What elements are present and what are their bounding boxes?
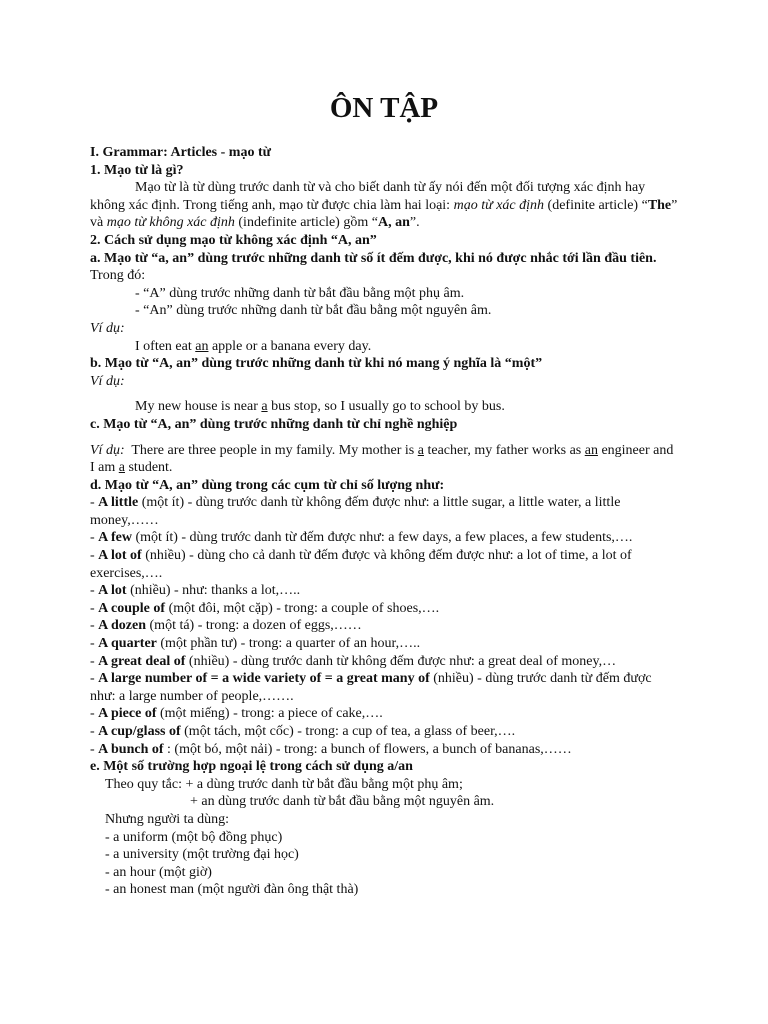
quantifier-item	[90, 705, 680, 723]
quantifier-term: A lot	[98, 583, 127, 599]
dash: -	[90, 618, 99, 634]
dash: -	[90, 548, 99, 564]
quantifier-term: A couple of	[98, 600, 166, 616]
quantifier-term: A quarter	[98, 636, 157, 652]
example-3-text-a: There are three people in my family. My mother is	[124, 442, 418, 458]
example-3-text-c: engineer and I am	[90, 442, 674, 476]
dash: -	[90, 600, 99, 616]
quantifier-term: A little	[98, 495, 139, 511]
example-label: Ví dụ:	[90, 320, 125, 336]
quantifier-term: A bunch of	[98, 741, 164, 757]
dash: -	[90, 724, 99, 739]
dash: -	[90, 636, 99, 652]
subsection-a-heading: a. Mạo từ “a, an” dùng trước những danh từ số ít đếm được, khi nó được nhắc tới lần đầu tiên.	[90, 250, 657, 266]
definition-paragraph	[90, 179, 680, 232]
exception-item: - an hour (một giờ)	[105, 864, 212, 880]
subsection-b-heading: b. Mạo từ “A, an” dùng trước những danh từ khi nó mang ý nghĩa là “một”	[90, 356, 543, 372]
definition-text-3: ” và	[90, 197, 678, 231]
example-3-underline-3: a	[118, 460, 125, 476]
page-title: ÔN TẬP	[329, 92, 439, 124]
dash: -	[90, 671, 99, 687]
definition-text-2: (definite article) “	[544, 197, 648, 213]
quantifier-description: : (một bó, một nải) - trong: a bunch of flowers, a bunch of bananas,……	[163, 741, 572, 757]
quantifier-item	[90, 547, 680, 582]
dash: -	[90, 706, 99, 722]
example-1-text-b: apple or a banana every day.	[208, 338, 372, 354]
quantifier-item	[90, 653, 680, 671]
a-an-term: A, an	[377, 215, 410, 231]
quantifier-description: (một đôi, một cặp) - trong: a couple of shoes,….	[165, 600, 440, 616]
quantifier-item	[90, 582, 680, 600]
quantifier-item	[90, 670, 680, 705]
exception-item: - a university (một trường đại học)	[105, 847, 299, 863]
definite-article-term: mạo từ xác định	[453, 197, 545, 213]
quantifier-term: A large number of = a wide variety of = a great many of	[98, 671, 430, 687]
example-3-underline-1: a	[417, 442, 424, 458]
quantifier-item	[90, 741, 680, 759]
subsection-d-heading: d. Mạo từ “A, an” dùng trong các cụm từ chỉ số lượng như:	[90, 477, 445, 493]
quantifier-term: A great deal of	[98, 653, 186, 669]
quantifier-list	[90, 494, 680, 758]
rule-an-bullet: - “An” dùng trước những danh từ bắt đầu bằng một nguyên âm.	[135, 303, 492, 319]
section-heading: I. Grammar: Articles - mạo từ	[90, 145, 272, 160]
document-body	[90, 144, 680, 899]
trong-do-label: Trong đó:	[90, 268, 146, 284]
quantifier-item	[90, 635, 680, 653]
quantifier-item	[90, 529, 680, 547]
the-term: The	[647, 197, 672, 213]
exception-item: - an honest man (một người đàn ông thật thà)	[105, 882, 359, 898]
quantifier-description: (một tá) - trong: a dozen of eggs,……	[146, 618, 362, 634]
question-2: 2. Cách sử dụng mạo từ không xác định “A, an”	[90, 232, 377, 248]
quantifier-item	[90, 494, 680, 529]
quantifier-description: (một ít) - dùng trước danh từ không đếm được như: a little sugar, a little water, a little money,……	[90, 495, 621, 528]
example-2-text-a: My new house is near	[135, 399, 262, 415]
quantifier-item	[90, 600, 680, 618]
definition-text-1: Mạo từ là từ dùng trước danh từ và cho biết danh từ ấy nói đến một đối tượng xác định hay không xác định. Trong tiếng anh, mạo từ được chia làm hai loại:	[90, 180, 646, 213]
example-3	[90, 442, 680, 477]
subsection-c-heading: c. Mạo từ “A, an” dùng trước những danh từ chỉ nghề nghiệp	[90, 416, 458, 432]
quantifier-term: A piece of	[98, 706, 157, 722]
quantifier-item	[90, 617, 680, 635]
rule-a-bullet: - “A” dùng trước những danh từ bắt đầu bằng một phụ âm.	[135, 285, 465, 301]
exception-item: - a uniform (một bộ đồng phục)	[105, 829, 283, 845]
quantifier-description: (một tách, một cốc) - trong: a cup of tea, a glass of beer,….	[180, 724, 516, 739]
indefinite-article-term: mạo từ không xác định	[106, 215, 235, 231]
dash: -	[90, 741, 99, 757]
example-2	[90, 398, 680, 416]
example-2-text-b: bus stop, so I usually go to school by bus.	[267, 399, 505, 415]
quantifier-term: A dozen	[98, 618, 147, 634]
example-1-text-a: I often eat	[135, 338, 196, 354]
dash: -	[90, 583, 99, 599]
rule-line-1: Theo quy tắc: + a dùng trước danh từ bắt đầu bằng một phụ âm;	[105, 776, 463, 792]
dash: -	[90, 653, 99, 669]
definition-text-4: (indefinite article) gồm “	[234, 215, 378, 231]
example-3-underline-2: an	[584, 442, 598, 458]
question-1: 1. Mạo từ là gì?	[90, 162, 184, 178]
example-1	[90, 338, 680, 356]
example-1-underline: an	[195, 338, 209, 354]
dash: -	[90, 530, 99, 546]
subsection-e-heading: e. Một số trường hợp ngoại lệ trong cách sử dụng a/an	[90, 759, 413, 775]
quantifier-description: (một ít) - dùng trước danh từ đếm được như: a few days, a few places, a few students,….	[132, 530, 633, 546]
example-label: Ví dụ:	[90, 373, 125, 389]
quantifier-description: (một phần tư) - trong: a quarter of an hour,…..	[156, 636, 421, 652]
quantifier-description: (một miếng) - trong: a piece of cake,….	[156, 706, 383, 722]
quantifier-description: (nhiều) - như: thanks a lot,…..	[126, 583, 301, 599]
example-label: Ví dụ:	[90, 442, 125, 458]
quantifier-term: A lot of	[98, 548, 142, 564]
rule-line-2: + an dùng trước danh từ bắt đầu bằng một nguyên âm.	[190, 794, 495, 810]
quantifier-description: (nhiều) - dùng cho cả danh từ đếm được và không đếm được như: a lot of time, a lot of exercises,….	[90, 548, 632, 581]
quantifier-term: A cup/glass of	[98, 724, 181, 739]
example-2-underline: a	[261, 399, 268, 415]
quantifier-description: (nhiều) - dùng trước danh từ đếm được như: a large number of people,…….	[90, 671, 652, 704]
dash: -	[90, 495, 99, 511]
quantifier-item	[90, 723, 680, 741]
definition-text-5: ”.	[409, 215, 420, 231]
quantifier-term: A few	[98, 530, 132, 546]
example-3-text-d: student.	[124, 460, 173, 476]
exceptions-intro: Nhưng người ta dùng:	[105, 811, 230, 827]
quantifier-description: (nhiều) - dùng trước danh từ không đếm được như: a great deal of money,…	[185, 653, 617, 669]
example-3-text-b: teacher, my father works as	[423, 442, 585, 458]
